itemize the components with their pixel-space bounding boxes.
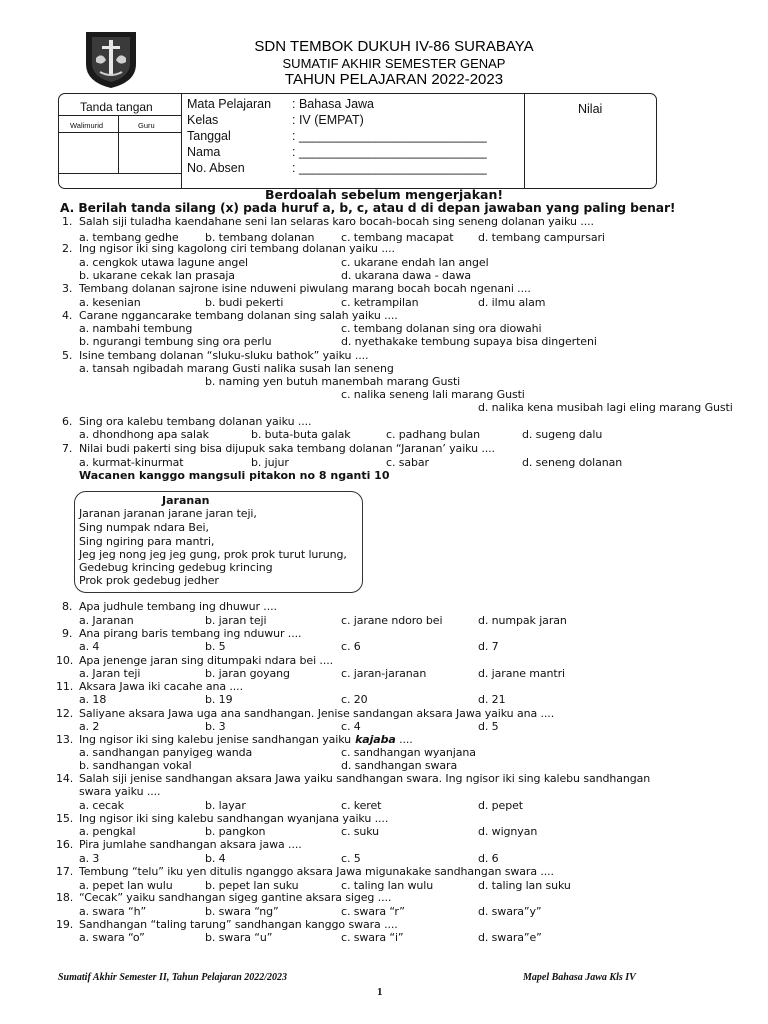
answer-option-b[interactable]: b. naming yen butuh manembah marang Gusti [205,375,461,388]
answer-option-c[interactable]: c. sabar [386,456,429,469]
answer-option-b[interactable]: b. sandhangan vokal [79,759,192,772]
info-value-subject: : Bahasa Jawa [292,97,374,111]
answer-option-c[interactable]: c. tembang macapat [341,231,454,244]
info-label-name: Nama [187,145,221,159]
question-text: Apa judhule tembang ing dhuwur .... [79,600,277,613]
score-label: Nilai [578,102,603,116]
question-text: Tembung “telu” iku yen ditulis nganggo aksara Jawa migunakake sandhangan swara .... [79,865,554,878]
question-number: 8. [62,600,73,613]
answer-option-a[interactable]: a. 3 [79,852,100,865]
poem-line: Jeg jeg nong jeg jeg gung, prok prok turut lurung, [79,548,347,561]
question-number: 2. [62,242,73,255]
section-a-instruction: A. Berilah tanda silang (x) pada huruf a, b, c, atau d di depan jawaban yang paling benar! [60,201,676,215]
answer-option-b[interactable]: b. pepet lan suku [205,879,299,892]
answer-option-a[interactable]: a. pengkal [79,825,136,838]
school-year: TAHUN PELAJARAN 2022-2023 [284,71,504,88]
question-number: 12. [56,707,74,720]
answer-option-c[interactable]: c. padhang bulan [386,428,481,441]
question-text: Apa jenenge jaran sing ditumpaki ndara bei .... [79,654,334,667]
question-number: 6. [62,415,73,428]
answer-option-d[interactable]: d. seneng dolanan [522,456,623,469]
answer-option-a[interactable]: a. tembang gedhe [79,231,179,244]
question-number: 7. [62,442,73,455]
answer-option-a[interactable]: a. Jaran teji [79,667,141,680]
question-text: Pira jumlahe sandhangan aksara jawa .... [79,838,302,851]
answer-option-d[interactable]: d. tembang campursari [478,231,605,244]
answer-option-b[interactable]: b. jujur [251,456,289,469]
answer-option-a[interactable]: a. tansah ngibadah marang Gusti nalika susah lan seneng [79,362,394,375]
question-text: Sandhangan “taling tarung” sandhangan kanggo swara .... [79,918,398,931]
question-text: Isine tembang dolanan “sluku-sluku bathok” yaiku .... [79,349,369,362]
poem-line: Jaranan jaranan jarane jaran teji, [79,507,257,520]
answer-option-b[interactable]: b. jaran goyang [205,667,290,680]
answer-option-a[interactable]: a. Jaranan [79,614,134,627]
answer-option-d[interactable]: d. 6 [478,852,499,865]
answer-option-d[interactable]: d. pepet [478,799,523,812]
answer-option-b[interactable]: b. 5 [205,640,226,653]
question-number: 9. [62,627,73,640]
answer-option-a[interactable]: a. sandhangan panyigeg wanda [79,746,253,759]
answer-option-c[interactable]: c. jarane ndoro bei [341,614,443,627]
reading-instruction: Wacanen kanggo mangsuli pitakon no 8 nganti 10 [79,469,390,482]
answer-option-b[interactable]: b. jaran teji [205,614,267,627]
answer-option-b[interactable]: b. 19 [205,693,233,706]
info-label-date: Tanggal [187,129,231,143]
answer-option-a[interactable]: a. 18 [79,693,107,706]
question-text-end: .... [395,733,413,746]
answer-option-a[interactable]: a. swara “h” [79,905,147,918]
answer-option-d[interactable]: d. sugeng dalu [522,428,603,441]
answer-option-c[interactable]: c. taling lan wulu [341,879,434,892]
answer-option-b[interactable]: b. tembang dolanan [205,231,315,244]
question-text: Ing ngisor iki sing kalebu sandhangan wyanjana yaiku .... [79,812,389,825]
answer-option-d[interactable]: d. 21 [478,693,506,706]
question-text: Ing ngisor iki sing kagolong ciri tembang dolanan yaiku .... [79,242,395,255]
signature-title: Tanda tangan [80,100,153,114]
answer-option-d[interactable]: d. 7 [478,640,499,653]
prayer-text: Berdoalah sebelum mengerjakan! [265,187,504,202]
question-number: 16. [56,838,74,851]
answer-option-b[interactable]: b. layar [205,799,246,812]
question-number: 18. [56,891,74,904]
question-emphasis: kajaba [355,733,396,746]
answer-option-c[interactable]: c. swara “i” [341,931,404,944]
answer-option-a[interactable]: a. cecak [79,799,124,812]
answer-option-d[interactable]: d. swara”e” [478,931,542,944]
question-text-part: Ing ngisor iki sing kalebu jenise sandhangan yaiku [79,733,352,746]
question-text: “Cecak” yaiku sandhangan sigeg gantine aksara sigeg .... [79,891,392,904]
answer-option-c[interactable]: c. 5 [341,852,361,865]
signature-parent-label: Walimurid [70,121,104,130]
answer-option-a[interactable]: a. dhondhong apa salak [79,428,209,441]
answer-option-a[interactable]: a. cengkok utawa lagune angel [79,256,248,269]
answer-option-a[interactable]: a. 2 [79,720,100,733]
answer-option-d[interactable]: d. 5 [478,720,499,733]
poem-line: Sing numpak ndara Bei, [79,521,209,534]
answer-option-b[interactable]: b. swara “ng” [205,905,279,918]
answer-option-c[interactable]: c. keret [341,799,382,812]
signature-teacher-label: Guru [138,121,155,130]
info-label-number: No. Absen [187,161,245,175]
answer-option-b[interactable]: b. ukarane cekak lan prasaja [79,269,235,282]
answer-option-b[interactable]: b. pangkon [205,825,266,838]
answer-option-c[interactable]: c. jaran-jaranan [341,667,427,680]
question-text: Aksara Jawa iki cacahe ana .... [79,680,243,693]
answer-option-d[interactable]: d. jarane mantri [478,667,565,680]
info-label-class: Kelas [187,113,219,127]
school-name: SDN TEMBOK DUKUH IV-86 SURABAYA [254,38,534,55]
info-label-subject: Mata Pelajaran [187,97,272,111]
exam-title: SUMATIF AKHIR SEMESTER GENAP [282,56,506,71]
answer-option-b[interactable]: b. budi pekerti [205,296,284,309]
question-number: 14. [56,772,74,785]
answer-option-c[interactable]: c. 4 [341,720,361,733]
answer-option-d[interactable]: d. wignyan [478,825,538,838]
poem-line: Sing ngiring para mantri, [79,535,215,548]
answer-option-b[interactable]: b. buta-buta galak [251,428,351,441]
question-number: 1. [62,215,73,228]
footer-right: Mapel Bahasa Jawa Kls IV [523,972,636,983]
question-text: Sing ora kalebu tembang dolanan yaiku .... [79,415,312,428]
answer-option-c[interactable]: c. sandhangan wyanjana [341,746,476,759]
question-number: 11. [56,680,74,693]
answer-option-b[interactable]: b. ngurangi tembung sing ora perlu [79,335,272,348]
info-value-number[interactable]: : ___________________________ [292,161,487,175]
question-text: Saliyane aksara Jawa uga ana sandhangan. Jenise sandangan aksara Jawa yaiku ana .... [79,707,555,720]
poem-line: Gedebug krincing gedebug krincing [79,561,273,574]
answer-option-d[interactable]: d. sandhangan swara [341,759,458,772]
answer-option-c[interactable]: c. suku [341,825,380,838]
answer-option-d[interactable]: d. swara”y” [478,905,542,918]
question-number: 10. [56,654,74,667]
info-value-class: : IV (EMPAT) [292,113,364,127]
answer-option-c[interactable]: c. ukarane endah lan angel [341,256,489,269]
info-value-name[interactable]: : ___________________________ [292,145,487,159]
answer-option-a[interactable]: a. 4 [79,640,100,653]
answer-option-b[interactable]: b. 4 [205,852,226,865]
poem-title: Jaranan [162,494,210,507]
question-text: Salah siji tuladha kaendahane seni lan selaras karo bocah-bocah sing seneng dolanan yaiku .... [79,215,594,228]
page-number: 1 [377,986,383,998]
answer-option-d[interactable]: d. ilmu alam [478,296,546,309]
answer-option-b[interactable]: b. swara “u” [205,931,273,944]
question-number: 19. [56,918,74,931]
footer-left: Sumatif Akhir Semester II, Tahun Pelajaran 2022/2023 [58,972,288,983]
answer-option-a[interactable]: a. swara “o” [79,931,145,944]
answer-option-c[interactable]: c. ketrampilan [341,296,419,309]
answer-option-d[interactable]: d. taling lan suku [478,879,571,892]
question-text: Salah siji jenise sandhangan aksara Jawa yaiku sandhangan swara. Ing ngisor iki sing kalebu sandhangan [79,772,651,785]
answer-option-b[interactable]: b. 3 [205,720,226,733]
answer-option-c[interactable]: c. nalika seneng lali marang Gusti [341,388,525,401]
answer-option-c[interactable]: c. 6 [341,640,361,653]
answer-option-a[interactable]: a. kurmat-kinurmat [79,456,184,469]
question-text: Nilai budi pakerti sing bisa dijupuk saka tembang dolanan “Jaranan’ yaiku .... [79,442,495,455]
question-text-continued: swara yaiku .... [79,785,161,798]
answer-option-c[interactable]: c. swara “r” [341,905,405,918]
question-number: 13. [56,733,74,746]
answer-option-d[interactable]: d. numpak jaran [478,614,567,627]
info-value-date[interactable]: : ___________________________ [292,129,487,143]
question-number: 3. [62,282,73,295]
question-text: Tembang dolanan sajrone isine nduweni piwulang marang bocah bocah ngenani .... [79,282,531,295]
question-number: 17. [56,865,74,878]
answer-option-a[interactable]: a. pepet lan wulu [79,879,173,892]
answer-option-d[interactable]: d. nyethakake tembung supaya bisa dingerteni [341,335,597,348]
question-text: Ana pirang baris tembang ing nduwur .... [79,627,302,640]
question-number: 5. [62,349,73,362]
question-text: Carane nggancarake tembang dolanan sing salah yaiku .... [79,309,398,322]
answer-option-a[interactable]: a. kesenian [79,296,141,309]
question-text [79,733,413,746]
answer-option-d[interactable]: d. nalika kena musibah lagi eling marang Gusti [478,401,733,414]
answer-option-d[interactable]: d. ukarana dawa - dawa [341,269,472,282]
poem-line: Prok prok gedebug jedher [79,574,219,587]
answer-option-a[interactable]: a. nambahi tembung [79,322,193,335]
answer-option-c[interactable]: c. 20 [341,693,368,706]
question-number: 4. [62,309,73,322]
question-number: 15. [56,812,74,825]
answer-option-c[interactable]: c. tembang dolanan sing ora diowahi [341,322,542,335]
